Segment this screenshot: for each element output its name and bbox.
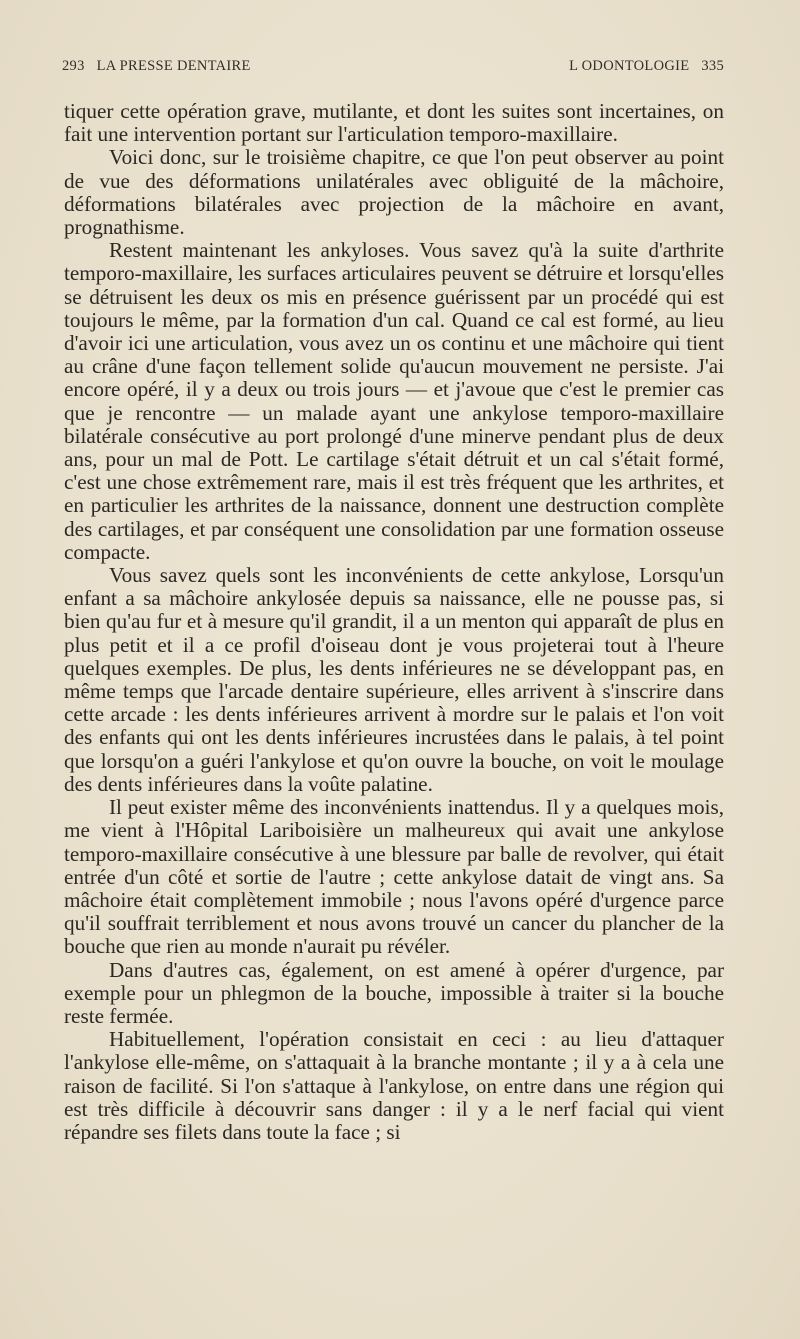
paragraph-6: Dans d'autres cas, également, on est amené à opérer d'urgence, par exemple pour un phlegmon de la bouche, impossible à traiter si la bouche reste fermée. [64, 957, 724, 1028]
header-right [569, 58, 724, 75]
paragraph-4: Vous savez quels sont les inconvénients de cette ankylose, Lorsqu'un enfant a sa mâchoire ankylosée depuis sa naissance, elle ne pousse pas, si bien qu'au fur et à mesure qu'il grandit, il a un menton qui apparaît de plus en plus petit et il a ce profil d'oiseau dont je vous projeterai tout à l'heure quelques exemples. De plus, les dents inférieures ne se développant pas, en même temps que l'arcade dentaire supérieure, elles arrivent à s'inscrire dans cette arcade : les dents inférieures arrivent à mordre sur le palais et l'on voit des enfants qui ont les dents inférieures incrustées dans le palais, à tel point que lorsqu'on a guéri l'ankylose et qu'on ouvre la bouche, on voit le moulage des dents inférieures dans la voûte palatine. [64, 563, 724, 796]
paragraph-7: Habituellement, l'opération consistait en ceci : au lieu d'attaquer l'ankylose elle-même, on s'attaquait à la branche montante ; il y a à cela une raison de facilité. Si l'on s'attaque à l'ankylose, on entre dans une région qui est très difficile à découvrir sans danger : il y a le nerf facial qui vient répandre ses filets dans toute la face ; si [64, 1027, 724, 1144]
running-header [62, 58, 724, 80]
paragraph-5: Il peut exister même des inconvénients inattendus. Il y a quelques mois, me vient à l'Hôpital Lariboisière un malheureux qui avait une ankylose temporo-maxillaire consécutive à une blessure par balle de revolver, qui était entrée d'un côté et sortie de l'autre ; cette ankylose datait de vingt ans. Sa mâchoire était complètement immobile ; nous l'avons opéré d'urgence parce qu'il souffrait terriblement et nous avons trouvé un cancer du plancher de la bouche que rien au monde n'aurait pu révéler. [64, 795, 724, 959]
right-page-number: 335 [701, 58, 724, 74]
right-journal-title: L ODONTOLOGIE [569, 58, 690, 74]
article-body [64, 100, 724, 1320]
left-journal-title: LA PRESSE DENTAIRE [96, 58, 251, 74]
left-page-number: 293 [62, 58, 85, 74]
paragraph-2: Voici donc, sur le troisième chapitre, ce que l'on peut observer au point de vue des déformations unilatérales avec obliguité de la mâchoire, déformations bilatérales avec projection de la mâchoire en avant, prognathisme. [64, 145, 724, 240]
header-left [62, 58, 259, 75]
paragraph-3: Restent maintenant les ankyloses. Vous savez qu'à la suite d'arthrite temporo-maxillaire, les surfaces articulaires peuvent se détruire et lorsqu'elles se détruisent les deux os mis en présence guérissent par un procédé qui est toujours le même, par la formation d'un cal. Quand ce cal est formé, au lieu d'avoir ici une articulation, vous avez un os continu et une mâchoire qui tient au crâne d'une façon tellement solide qu'aucun mouvement ne persiste. J'ai encore opéré, il y a deux ou trois jours — et j'avoue que c'est le premier cas que je rencontre — un malade ayant une ankylose temporo-maxillaire bilatérale consécutive au port prolongé d'une minerve pendant plus de deux ans, pour un mal de Pott. Le cartilage s'était détruit et un cal s'était formé, c'est une chose extrêmement rare, mais il est très fréquent que les arthrites, et en particulier les arthrites de la naissance, donnent une destruction complète des cartilages, et par conséquent une consolidation par une formation osseuse compacte. [64, 238, 724, 564]
paragraph-1: tiquer cette opération grave, mutilante, et dont les suites sont incertaines, on fait une intervention portant sur l'articulation temporo-maxillaire. [64, 100, 724, 147]
